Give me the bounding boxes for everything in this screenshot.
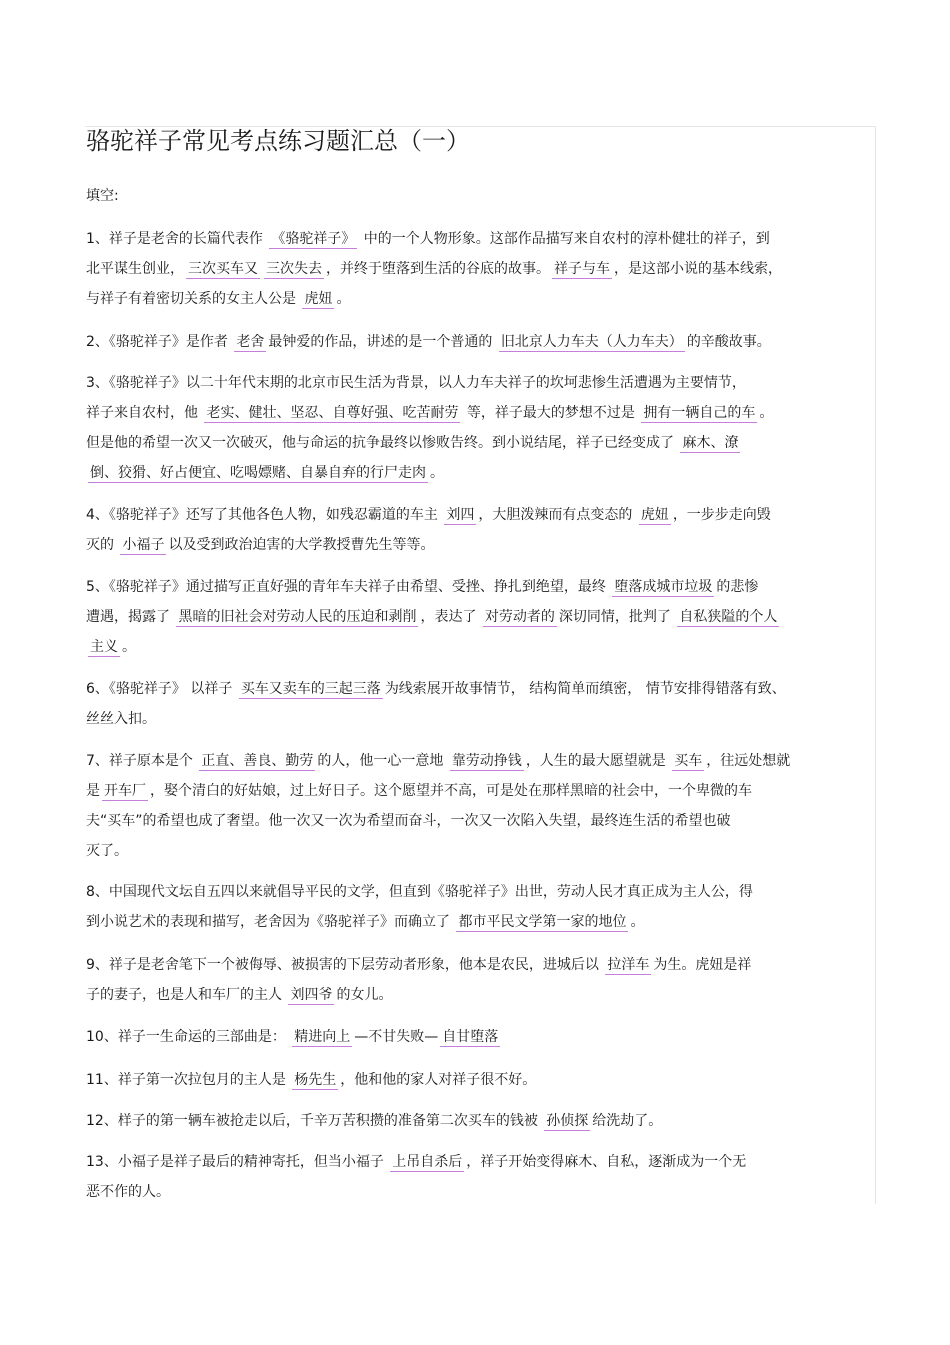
answer-blank: 对劳动者的 xyxy=(484,609,555,625)
question-line xyxy=(86,877,876,907)
question-line xyxy=(86,776,876,806)
answer-blank: 靠劳动挣钱 xyxy=(451,753,522,769)
question-text: 子的妻子，也是人和车厂的主人 xyxy=(86,987,287,1003)
question-text: ，祥子开始变得麻木、自私，逐渐成为一个无 xyxy=(466,1154,747,1170)
question-text: 等，祥子最大的梦想不过是 xyxy=(462,405,640,421)
question-line xyxy=(86,704,876,734)
question-13 xyxy=(86,1147,876,1207)
question-text: 为线索展开故事情节， 结构简单而缜密， 情节安排得错落有致、 xyxy=(384,681,786,697)
question-text: 恶不作的人。 xyxy=(86,1184,170,1200)
answer-blank: 倒、狡猾、好占便宜、吃喝嫖赌、自暴自弃的行尸走肉 xyxy=(90,465,426,481)
question-text: ，并终于堕落到生活的谷底的故事。 xyxy=(326,261,550,277)
question-line xyxy=(86,458,876,488)
question-line xyxy=(86,530,876,560)
question-text: ，是这部小说的基本线索， xyxy=(614,261,782,277)
question-10 xyxy=(86,1022,876,1052)
answer-blank: 拉洋车 xyxy=(607,957,650,973)
question-text: ，娶个清白的好姑娘，过上好日子。这个愿望并不高，可是处在那样黑暗的社会中，一个卑微的车 xyxy=(150,783,752,799)
question-text: 。 xyxy=(122,639,136,655)
answer-blank: 虎妞 xyxy=(304,291,333,307)
answer-blank: 麻木、潦 xyxy=(682,435,739,451)
question-text: 以及受到政治迫害的大学教授曹先生等等。 xyxy=(168,537,435,553)
question-line xyxy=(86,327,876,357)
answer-blank: 《骆驼祥子》 xyxy=(271,231,356,247)
question-text: 给洗劫了。 xyxy=(592,1113,663,1129)
question-text: 灭的 xyxy=(86,537,119,553)
answer-blank: 孙侦探 xyxy=(546,1113,589,1129)
question-text: 9、祥子是老舍笔下一个被侮辱、被损害的下层劳动者形象，他本是农民，进城后以 xyxy=(86,957,604,973)
question-text: 深切同情，批判了 xyxy=(558,609,676,625)
answer-blank: 杨先生 xyxy=(294,1072,337,1088)
question-line xyxy=(86,950,876,980)
question-text: 夫“买车”的希望也成了奢望。他一次又一次为希望而奋斗，一次又一次陷入失望，最终连生活的希望也破 xyxy=(86,813,731,829)
question-line xyxy=(86,500,876,530)
question-text: —不甘失败— xyxy=(354,1029,439,1045)
question-text: 12、样子的第一辆车被抢走以后，千辛万苦积攒的准备第二次买车的钱被 xyxy=(86,1113,543,1129)
answer-blank: 拥有一辆自己的车 xyxy=(643,405,756,421)
question-text: 与祥子有着密切关系的女主人公是 xyxy=(86,291,301,307)
question-text: 为生。虎妞是祥 xyxy=(653,957,752,973)
question-3 xyxy=(86,368,876,488)
question-text: 。 xyxy=(336,291,351,307)
question-line xyxy=(86,368,876,398)
question-line xyxy=(86,284,876,314)
question-text: 丝丝入扣。 xyxy=(86,711,156,727)
question-text: 2、《骆驼祥子》是作者 xyxy=(86,334,233,350)
question-line xyxy=(86,428,876,458)
question-text: 6、《骆驼祥子》 以祥子 xyxy=(86,681,237,697)
answer-blank: 买车又卖车的三起三落 xyxy=(240,681,381,697)
answer-blank: 祥子与车 xyxy=(554,261,610,277)
answer-blank: 主义 xyxy=(90,639,118,655)
question-text: 但是他的希望一次又一次破灭，他与命运的抗争最终以惨败告终。到小说结尾，祥子已经变成了 xyxy=(86,435,679,451)
question-text: 到小说艺术的表现和描写，老舍因为《骆驼祥子》而确立了 xyxy=(86,914,455,930)
answer-blank: 都市平民文学第一家的地位 xyxy=(458,914,627,930)
question-line xyxy=(86,224,876,254)
question-text: 1、祥子是老舍的长篇代表作 xyxy=(86,231,268,247)
answer-blank: 自私狭隘的个人 xyxy=(679,609,778,625)
question-text: 的女儿。 xyxy=(336,987,393,1003)
question-8 xyxy=(86,877,876,937)
section-label: 填空: xyxy=(86,188,119,204)
question-text: 中的一个人物形象。这部作品描写来自农村的淳朴健壮的祥子，到 xyxy=(359,231,770,247)
answer-blank: 刘四 xyxy=(446,507,475,523)
answer-blank: 虎妞 xyxy=(640,507,669,523)
answer-blank: 老实、健壮、坚忍、自尊好强、吃苦耐劳 xyxy=(206,405,459,421)
question-6 xyxy=(86,674,876,734)
question-line xyxy=(86,572,876,602)
document-title: 骆驼祥子常见考点练习题汇总（一） xyxy=(86,127,470,155)
question-text: ，他和他的家人对祥子很不好。 xyxy=(340,1072,537,1088)
question-5 xyxy=(86,572,876,662)
answer-blank: 旧北京人力车夫（人力车夫） xyxy=(500,334,683,350)
question-9 xyxy=(86,950,876,1010)
question-text: 13、小福子是祥子最后的精神寄托，但当小福子 xyxy=(86,1154,389,1170)
question-text: 7、祥子原本是个 xyxy=(86,753,198,769)
question-line xyxy=(86,806,876,836)
question-text: 灭了。 xyxy=(86,843,128,859)
question-text: 的辛酸故事。 xyxy=(686,334,771,350)
answer-blank: 三次买车又 xyxy=(188,261,258,277)
question-text: ，大胆泼辣而有点变态的 xyxy=(478,507,637,523)
question-line xyxy=(86,254,876,284)
answer-blank: 自甘堕落 xyxy=(442,1029,499,1045)
question-text: ，表达了 xyxy=(420,609,481,625)
question-line xyxy=(86,674,876,704)
question-line xyxy=(86,836,876,866)
answer-blank: 小福子 xyxy=(122,537,165,553)
answer-blank: 正直、善良、勤劳 xyxy=(201,753,314,769)
question-line xyxy=(86,398,876,428)
answer-blank: 老舍 xyxy=(236,334,265,350)
question-text: ，一步步走向毁 xyxy=(672,507,771,523)
question-text: ，往远处想就 xyxy=(706,753,791,769)
answer-blank: 开车厂 xyxy=(104,783,146,799)
question-2 xyxy=(86,327,876,357)
question-7 xyxy=(86,746,876,866)
answer-blank: 上吊自杀后 xyxy=(392,1154,463,1170)
question-text: 。 xyxy=(430,465,444,481)
answer-blank: 堕落成城市垃圾 xyxy=(614,579,713,595)
question-line xyxy=(86,1177,876,1207)
question-11 xyxy=(86,1065,876,1095)
question-12 xyxy=(86,1106,876,1136)
question-line xyxy=(86,632,876,662)
answer-blank: 精进向上 xyxy=(294,1029,351,1045)
answer-blank: 刘四爷 xyxy=(290,987,333,1003)
question-text: 最钟爱的作品，讲述的是一个普通的 xyxy=(268,334,497,350)
answer-blank: 买车 xyxy=(674,753,703,769)
question-line xyxy=(86,1065,876,1095)
question-line xyxy=(86,980,876,1010)
question-text: 。 xyxy=(630,914,645,930)
answer-blank: 黑暗的旧社会对劳动人民的压迫和剥削 xyxy=(178,609,417,625)
question-text: 11、祥子第一次拉包月的主人是 xyxy=(86,1072,291,1088)
question-text: 是 xyxy=(86,783,100,799)
question-text: 遭遇，揭露了 xyxy=(86,609,175,625)
question-line xyxy=(86,746,876,776)
question-text: 的悲惨 xyxy=(716,579,759,595)
answer-blank: 三次失去 xyxy=(266,261,322,277)
question-line xyxy=(86,1147,876,1177)
question-text: 祥子来自农村，他 xyxy=(86,405,203,421)
question-text: 8、中国现代文坛自五四以来就倡导平民的文学，但直到《骆驼祥子》出世，劳动人民才真正成为主人公，得 xyxy=(86,884,753,900)
question-text: 5、《骆驼祥子》通过描写正直好强的青年车夫祥子由希望、受挫、挣扎到绝望，最终 xyxy=(86,579,611,595)
question-text: ，人生的最大愿望就是 xyxy=(525,753,671,769)
question-1 xyxy=(86,224,876,314)
question-line xyxy=(86,907,876,937)
question-4 xyxy=(86,500,876,560)
question-text: 。 xyxy=(759,405,774,421)
question-text: 3、《骆驼祥子》以二十年代末期的北京市民生活为背景，以人力车夫祥子的坎坷悲惨生活遭遇为主要情节， xyxy=(86,375,746,391)
question-line xyxy=(86,602,876,632)
question-text: 的人，他一心一意地 xyxy=(317,753,448,769)
question-text: 10、祥子一生命运的三部曲是： xyxy=(86,1029,291,1045)
question-text: 4、《骆驼祥子》还写了其他各色人物，如残忍霸道的车主 xyxy=(86,507,443,523)
question-text: 北平谋生创业， xyxy=(86,261,184,277)
question-line xyxy=(86,1106,876,1136)
question-line xyxy=(86,1022,876,1052)
